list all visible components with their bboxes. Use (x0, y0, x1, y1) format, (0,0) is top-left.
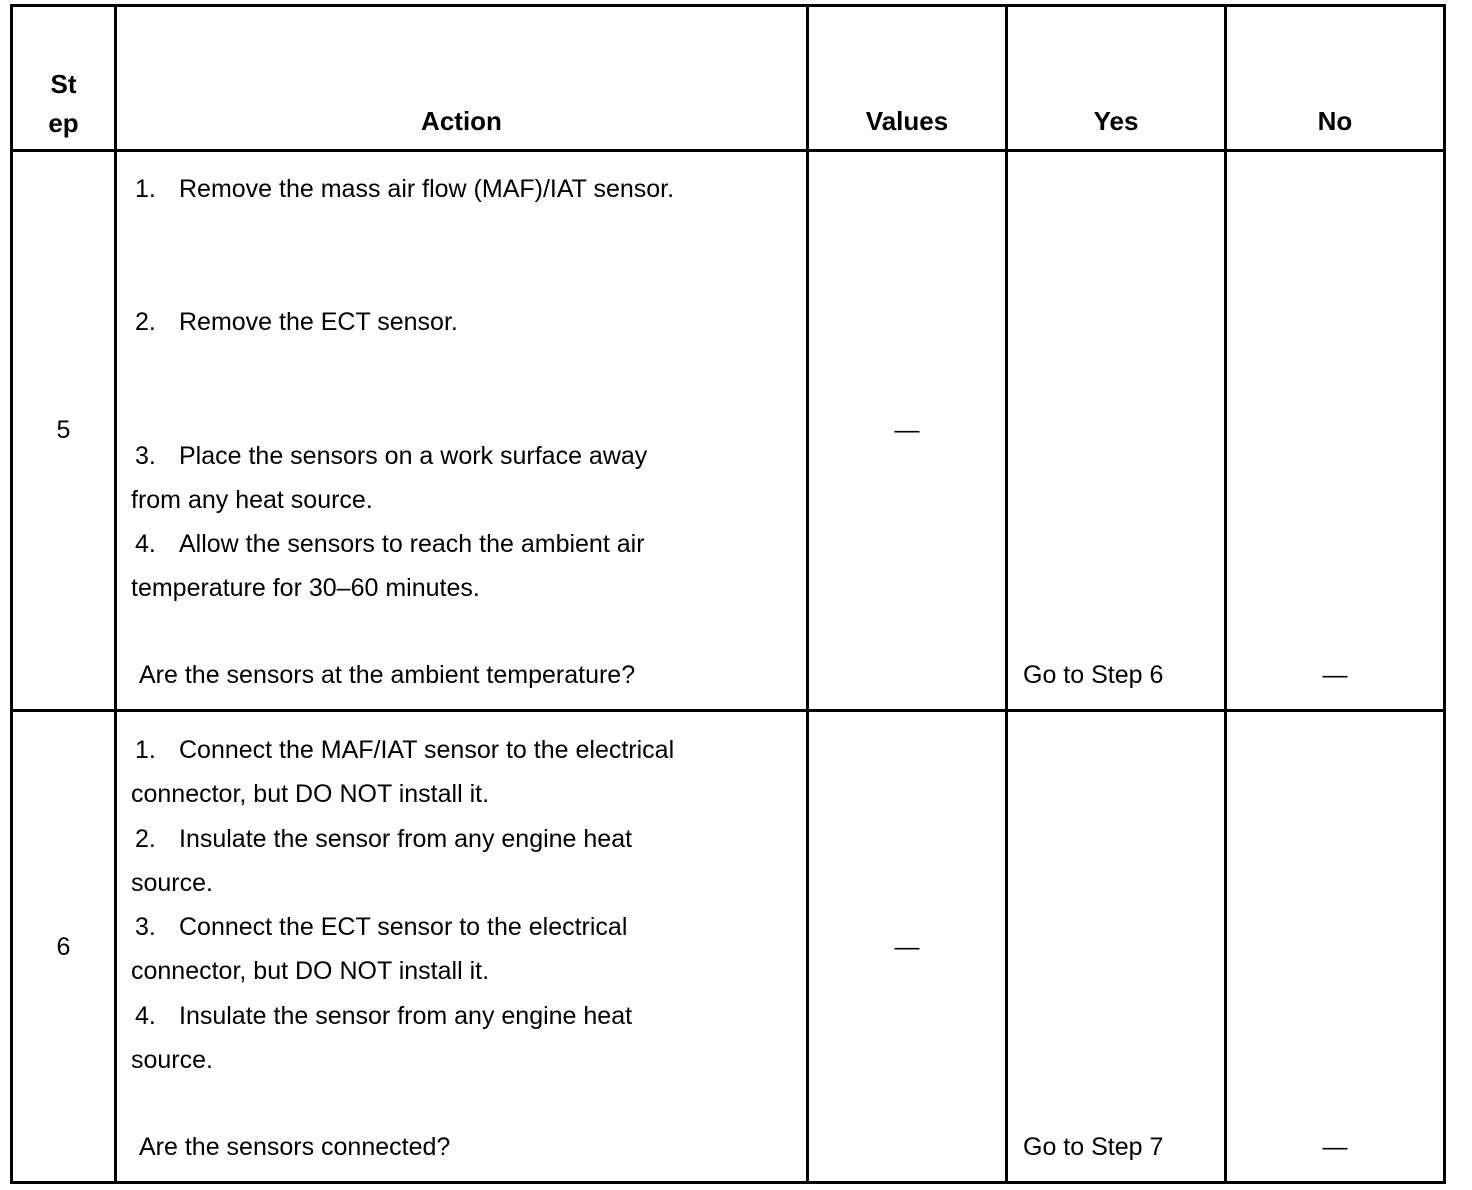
procedure-table (10, 4, 1446, 1184)
action-item-number: 3. (135, 442, 156, 470)
column-divider (1005, 7, 1008, 1181)
action-item (131, 817, 731, 905)
column-divider (114, 7, 117, 1181)
action-item-text: Insulate the sensor from any engine heat (179, 1002, 633, 1030)
action-question: Are the sensors at the ambient temperature? (139, 661, 636, 689)
action-item-number: 2. (135, 825, 156, 853)
action-item-text: Remove the mass air flow (MAF)/IAT sensor. (179, 175, 675, 203)
action-item-number: 2. (135, 308, 156, 336)
action-item (131, 434, 731, 522)
action-item-text: Connect the MAF/IAT sensor to the electrical (179, 736, 675, 764)
action-item-continuation: connector, but DO NOT install it. (131, 780, 490, 808)
action-item (131, 300, 731, 344)
action-item (131, 905, 731, 993)
header-action: Action (421, 106, 502, 136)
no-cell: — (1322, 661, 1348, 689)
column-divider (1224, 7, 1227, 1181)
action-item-number: 1. (135, 175, 156, 203)
action-item-text: Place the sensors on a work surface away (179, 442, 648, 470)
action-item-text: Connect the ECT sensor to the electrical (179, 913, 628, 941)
step-number: 5 (56, 416, 71, 444)
action-item-continuation: temperature for 30–60 minutes. (131, 574, 480, 602)
action-item-text: Remove the ECT sensor. (179, 308, 458, 336)
action-item (131, 994, 731, 1082)
action-item-number: 4. (135, 530, 156, 558)
action-item (131, 728, 731, 816)
header-no: No (1317, 106, 1353, 136)
action-item-text: Allow the sensors to reach the ambient air (179, 530, 645, 558)
column-divider (806, 7, 809, 1181)
yes-cell: Go to Step 7 (1023, 1133, 1164, 1161)
row-divider (13, 709, 1443, 712)
action-item-continuation: source. (131, 869, 213, 897)
action-item-continuation: from any heat source. (131, 486, 373, 514)
header-values: Values (865, 106, 949, 136)
values-cell: — (894, 416, 920, 444)
header-step-line2: ep (48, 108, 79, 138)
header-step (13, 65, 114, 143)
values-cell: — (894, 933, 920, 961)
header-yes: Yes (1093, 106, 1139, 136)
action-item-continuation: source. (131, 1046, 213, 1074)
header-step-line1: St (50, 69, 77, 99)
action-item-number: 3. (135, 913, 156, 941)
action-item-text: Insulate the sensor from any engine heat (179, 825, 633, 853)
action-item-number: 4. (135, 1002, 156, 1030)
no-cell: — (1322, 1133, 1348, 1161)
yes-cell: Go to Step 6 (1023, 661, 1164, 689)
action-item (131, 167, 731, 211)
action-item-number: 1. (135, 736, 156, 764)
action-item-continuation: connector, but DO NOT install it. (131, 957, 490, 985)
row-divider (13, 149, 1443, 152)
action-question: Are the sensors connected? (139, 1133, 451, 1161)
action-item (131, 522, 731, 610)
step-number: 6 (56, 933, 71, 961)
